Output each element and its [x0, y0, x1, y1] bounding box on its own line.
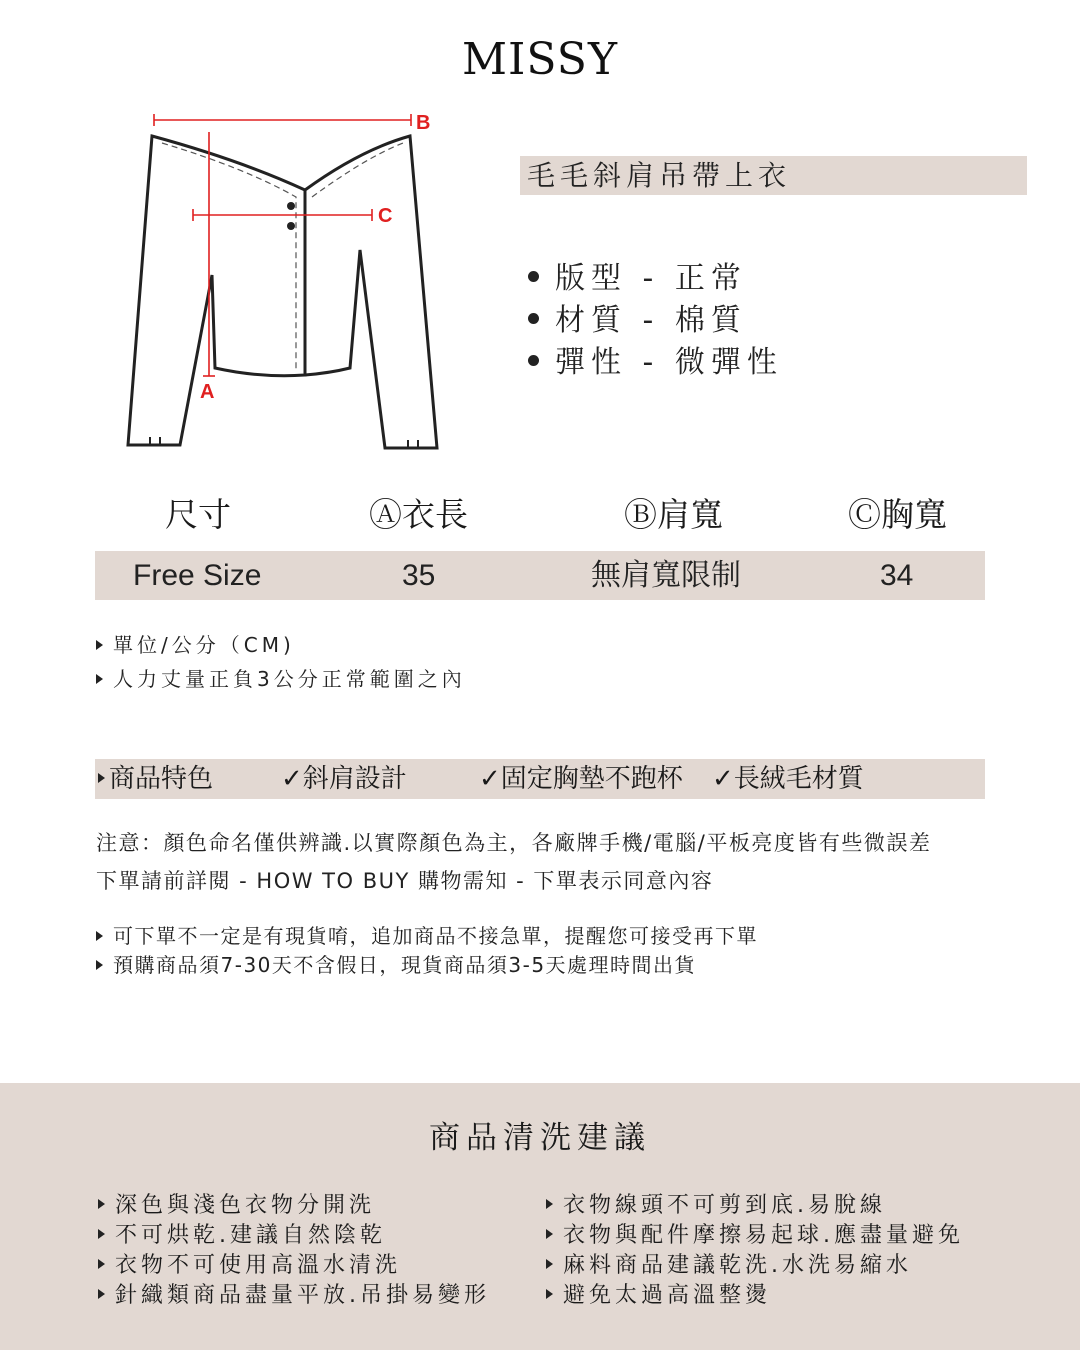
order-note: 可下單不一定是有現貨唷，追加商品不接急單，提醒您可接受再下單: [96, 922, 758, 950]
feature-item: ✓斜肩設計: [281, 764, 407, 794]
length-value: 35: [402, 559, 436, 592]
arrow-right-icon: [98, 1229, 105, 1239]
arrow-right-icon: [546, 1289, 553, 1299]
chest-header: Ⓒ胸寬: [848, 495, 947, 534]
care-item: 麻料商品建議乾洗.水洗易縮水: [546, 1251, 912, 1281]
care-item: 針織類商品盡量平放.吊掛易變形: [98, 1281, 490, 1311]
care-item: 不可烘乾.建議自然陰乾: [98, 1221, 386, 1251]
brand-logo: MISSY: [462, 34, 618, 85]
length-header: Ⓐ衣長: [369, 495, 468, 534]
how-to-buy-notice: 下單請前詳閱 - HOW TO BUY 購物需知 - 下單表示同意內容: [96, 869, 714, 893]
garment-outline: [128, 136, 305, 445]
spec-item: 彈性 - 微彈性: [528, 343, 783, 383]
size-header: 尺寸: [165, 495, 231, 534]
care-title: 商品清洗建議: [429, 1120, 651, 1156]
feature-item: ✓長絨毛材質: [712, 764, 864, 794]
color-notice: 注意：顏色命名僅供辨識.以實際顏色為主，各廠牌手機/電腦/平板亮度皆有些微誤差: [96, 831, 932, 855]
arrow-right-icon: [96, 640, 103, 650]
feature-item: ✓固定胸墊不跑杯: [479, 764, 683, 794]
chest-value: 34: [880, 559, 914, 592]
button-dot: [287, 202, 295, 210]
label-a: A: [200, 381, 215, 403]
care-item: 深色與淺色衣物分開洗: [98, 1191, 375, 1221]
button-dot: [287, 222, 295, 230]
label-b: B: [416, 112, 431, 134]
arrow-right-icon: [98, 773, 105, 783]
feature-label: 商品特色: [98, 760, 213, 798]
garment-measurement-diagram: [110, 105, 470, 465]
arrow-right-icon: [96, 931, 103, 941]
arrow-right-icon: [546, 1229, 553, 1239]
neckline-stitch-right: [312, 143, 403, 197]
product-title: 毛毛斜肩吊帶上衣: [527, 159, 792, 192]
bullet-icon: [528, 355, 539, 366]
arrow-right-icon: [98, 1289, 105, 1299]
shoulder-value: 無肩寬限制: [591, 558, 741, 593]
order-note: 預購商品須7-30天不含假日，現貨商品須3-5天處理時間出貨: [96, 951, 696, 979]
arrow-right-icon: [96, 960, 103, 970]
arrow-right-icon: [98, 1259, 105, 1269]
label-c: C: [378, 205, 393, 227]
care-item: 衣物線頭不可剪到底.易脫線: [546, 1191, 886, 1221]
arrow-right-icon: [546, 1199, 553, 1209]
garment-outline-right: [305, 136, 437, 448]
care-item: 衣物與配件摩擦易起球.應盡量避免: [546, 1221, 964, 1251]
shoulder-header: Ⓑ肩寬: [624, 495, 723, 534]
spec-item: 材質 - 棉質: [528, 301, 747, 341]
care-item: 衣物不可使用高溫水清洗: [98, 1251, 401, 1281]
size-value: Free Size: [133, 559, 262, 592]
care-item: 避免太過高溫整燙: [546, 1281, 771, 1311]
size-note: 單位/公分（CM): [96, 631, 295, 659]
spec-item: 版型 - 正常: [528, 259, 747, 299]
size-note: 人力丈量正負3公分正常範圍之內: [96, 665, 466, 693]
arrow-right-icon: [546, 1259, 553, 1269]
arrow-right-icon: [96, 674, 103, 684]
arrow-right-icon: [98, 1199, 105, 1209]
bullet-icon: [528, 271, 539, 282]
bullet-icon: [528, 313, 539, 324]
